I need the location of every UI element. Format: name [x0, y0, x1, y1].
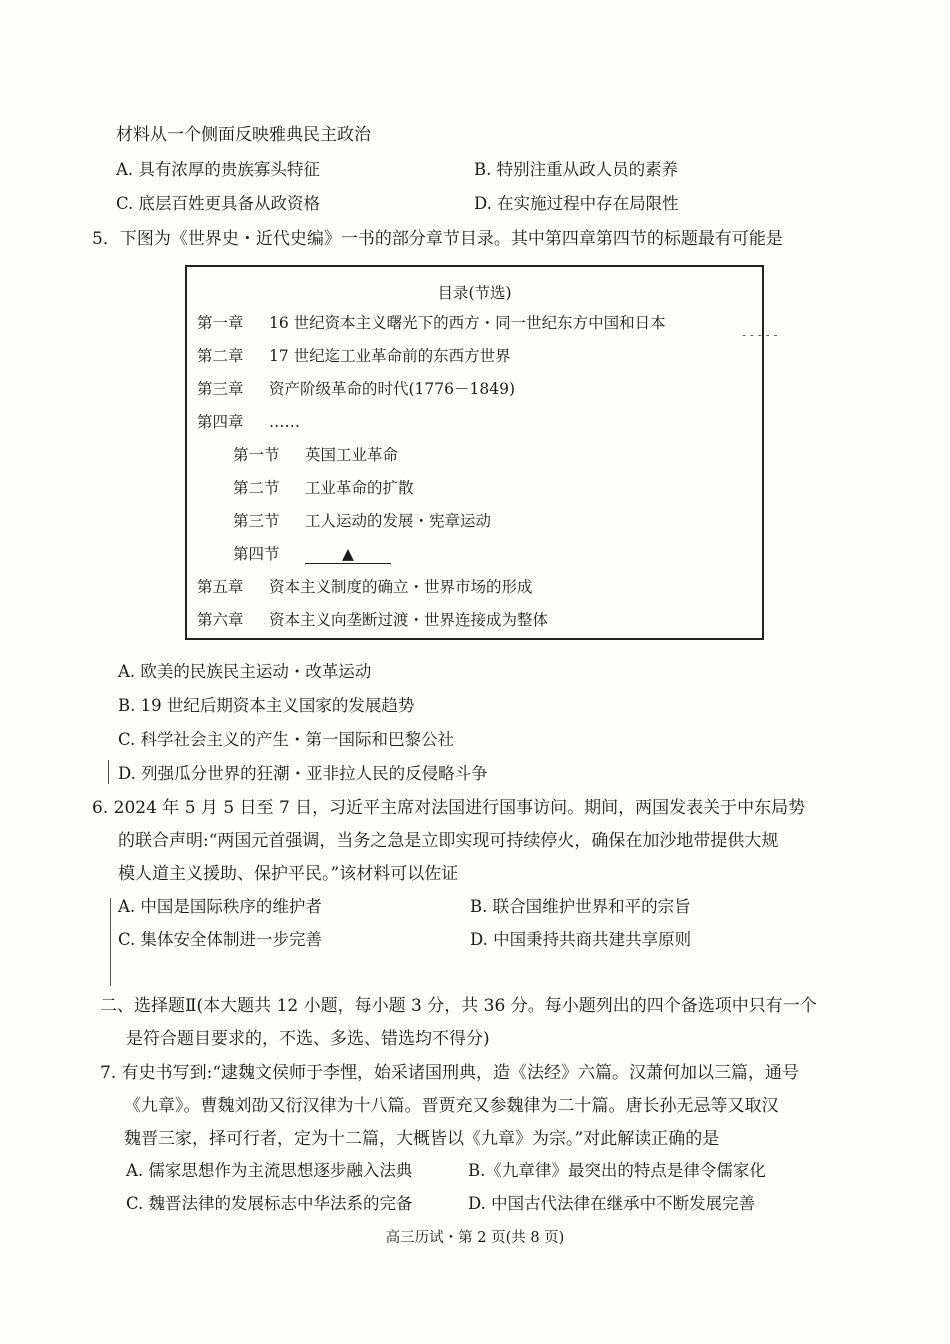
- toc-chapter-label: 第二章: [197, 347, 244, 365]
- toc-chapter-text: 资本主义制度的确立・世界市场的形成: [269, 578, 533, 596]
- toc-chapter-label: 第六章: [197, 611, 244, 629]
- q4-option-b: B. 特别注重从政人员的素养: [474, 160, 679, 179]
- margin-bracket: [110, 898, 111, 986]
- q5-option-b: B. 19 世纪后期资本主义国家的发展趋势: [118, 696, 415, 715]
- toc-section-text: 工业革命的扩散: [305, 479, 414, 497]
- q5-option-a: A. 欧美的民族民主运动・改革运动: [118, 662, 372, 681]
- q7-option-a: A. 儒家思想作为主流思想逐步融入法典: [126, 1161, 413, 1180]
- q6-stem-line-3: 模人道主义援助、保护平民。”该材料可以佐证: [118, 864, 459, 884]
- toc-section-label: 第二节: [233, 479, 280, 497]
- toc-chapter-4: [197, 412, 300, 432]
- toc-chapter-text: 资本主义向垄断过渡・世界连接成为整体: [269, 611, 549, 629]
- toc-box: [185, 265, 764, 640]
- toc-chapter-label: 第四章: [197, 413, 244, 431]
- toc-title: 目录(节选): [437, 284, 512, 302]
- toc-chapter-text: ……: [269, 413, 300, 431]
- toc-section-label: 第四节: [233, 545, 280, 563]
- toc-chapter-1: [197, 313, 666, 333]
- toc-chapter-3: [197, 379, 515, 399]
- section2-heading-line-2: 是符合题目要求的，不选、多选、错选均不得分): [126, 1029, 490, 1049]
- toc-section-3: [233, 511, 491, 531]
- q6-stem-line-1: 6. 2024 年 5 月 5 日至 7 日，习近平主席对法国进行国事访问。期间，两国发表关于中东局势: [92, 798, 806, 818]
- q6-stem-line-2: 的联合声明:“两国元首强调，当务之急是立即实现可持续停火，确保在加沙地带提供大规: [118, 831, 779, 851]
- toc-chapter-6: [197, 610, 548, 630]
- toc-chapter-2: [197, 346, 511, 366]
- page-footer: 高三历试・第 2 页(共 8 页): [385, 1230, 565, 1246]
- q4-option-d: D. 在实施过程中存在局限性: [474, 194, 679, 213]
- q5-option-d: D. 列强瓜分世界的狂潮・亚非拉人民的反侵略斗争: [118, 764, 488, 783]
- toc-chapter-label: 第三章: [197, 380, 244, 398]
- q7-stem-line-2: 《九章》。曹魏刘劭又衍汉律为十八篇。晋贾充又参魏律为二十篇。唐长孙无忌等又取汉: [124, 1096, 779, 1116]
- toc-chapter-label: 第一章: [197, 314, 244, 332]
- q6-option-a: A. 中国是国际秩序的维护者: [118, 897, 322, 916]
- toc-section-1: [233, 445, 398, 465]
- toc-chapter-text: 资产阶级革命的时代(1776－1849): [269, 380, 515, 398]
- toc-chapter-text: 16 世纪资本主义曙光下的西方・同一世纪东方中国和日本: [269, 314, 666, 332]
- margin-dash-mark: - - - - -: [742, 328, 778, 342]
- section2-heading-line-1: 二、选择题Ⅱ(本大题共 12 小题，每小题 3 分，共 36 分。每小题列出的四个备选项中只有一个: [100, 996, 817, 1016]
- toc-section-text: 工人运动的发展・宪章运动: [305, 512, 492, 530]
- toc-chapter-text: 17 世纪迄工业革命前的东西方世界: [269, 347, 511, 365]
- toc-section-label: 第三节: [233, 512, 280, 530]
- q6-option-b: B. 联合国维护世界和平的宗旨: [470, 897, 691, 916]
- q4-option-a: A. 具有浓厚的贵族寡头特征: [116, 160, 320, 179]
- q6-option-c: C. 集体安全体制进一步完善: [118, 930, 323, 949]
- q7-stem-line-3: 魏晋三家，择可行者，定为十二篇，大概皆以《九章》为宗。”对此解读正确的是: [124, 1129, 720, 1149]
- toc-section-label: 第一节: [233, 446, 280, 464]
- q4-stem-tail: 材料从一个侧面反映雅典民主政治: [116, 125, 371, 145]
- q5-stem: 5．下图为《世界史・近代史编》一书的部分章节目录。其中第四章第四节的标题最有可能是: [92, 229, 783, 249]
- q7-stem-line-1: 7. 有史书写到:“逮魏文侯师于李悝，始采诸国刑典，造《法经》六篇。汉萧何加以三篇，通号: [100, 1063, 800, 1083]
- triangle-blank-icon: ▲: [305, 545, 391, 564]
- q7-option-b: B.《九章律》最突出的特点是律令儒家化: [468, 1161, 766, 1180]
- toc-section-2: [233, 478, 414, 498]
- toc-section-4: [233, 544, 391, 564]
- q4-option-c: C. 底层百姓更具备从政资格: [116, 194, 321, 213]
- toc-section-text: 英国工业革命: [305, 446, 399, 464]
- toc-chapter-label: 第五章: [197, 578, 244, 596]
- toc-chapter-5: [197, 577, 533, 597]
- margin-bracket: [108, 760, 109, 784]
- q5-option-c: C. 科学社会主义的产生・第一国际和巴黎公社: [118, 730, 455, 749]
- q6-option-d: D. 中国秉持共商共建共享原则: [470, 930, 692, 949]
- q7-option-d: D. 中国古代法律在继承中不断发展完善: [468, 1194, 756, 1213]
- q7-option-c: C. 魏晋法律的发展标志中华法系的完备: [126, 1194, 413, 1213]
